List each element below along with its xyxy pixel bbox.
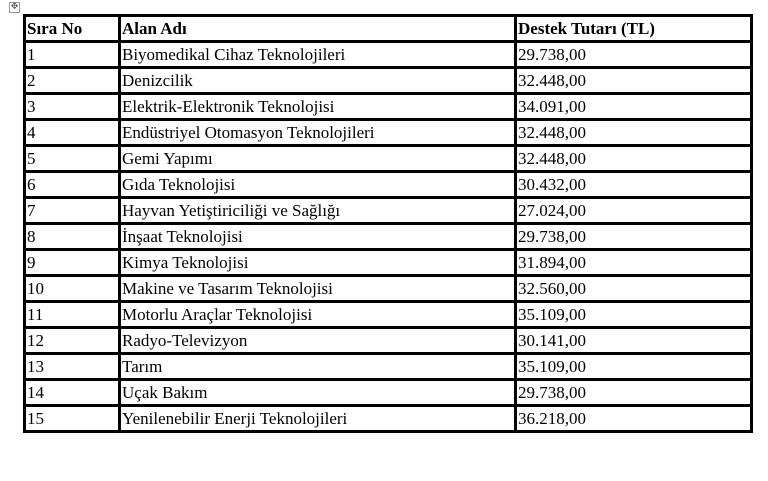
cell-destek-tutari: 31.894,00 (516, 250, 752, 276)
table-row (25, 250, 752, 276)
cell-sira-no: 3 (25, 94, 120, 120)
table-row (25, 42, 752, 68)
table-header-row (25, 16, 752, 42)
cell-destek-tutari: 29.738,00 (516, 42, 752, 68)
table-row (25, 146, 752, 172)
cell-sira-no: 15 (25, 406, 120, 432)
cell-alan-adi: Biyomedikal Cihaz Teknolojileri (120, 42, 516, 68)
table-row (25, 406, 752, 432)
cell-sira-no: 8 (25, 224, 120, 250)
cell-sira-no: 6 (25, 172, 120, 198)
cell-destek-tutari: 35.109,00 (516, 302, 752, 328)
cell-alan-adi: Denizcilik (120, 68, 516, 94)
cell-sira-no: 1 (25, 42, 120, 68)
cell-destek-tutari: 29.738,00 (516, 380, 752, 406)
table-body (25, 42, 752, 432)
cell-alan-adi: Endüstriyel Otomasyon Teknolojileri (120, 120, 516, 146)
cell-alan-adi: Gemi Yapımı (120, 146, 516, 172)
cell-sira-no: 9 (25, 250, 120, 276)
cell-sira-no: 7 (25, 198, 120, 224)
cell-alan-adi: Motorlu Araçlar Teknolojisi (120, 302, 516, 328)
table-row (25, 172, 752, 198)
table-move-handle-icon[interactable]: ✥ (10, 2, 19, 12)
table-row (25, 120, 752, 146)
cell-destek-tutari: 32.448,00 (516, 146, 752, 172)
table-row (25, 276, 752, 302)
cell-destek-tutari: 32.448,00 (516, 120, 752, 146)
cell-destek-tutari: 29.738,00 (516, 224, 752, 250)
cell-alan-adi: Gıda Teknolojisi (120, 172, 516, 198)
header-sira-no: Sıra No (25, 16, 120, 42)
cell-alan-adi: Makine ve Tasarım Teknolojisi (120, 276, 516, 302)
cell-alan-adi: İnşaat Teknolojisi (120, 224, 516, 250)
cell-destek-tutari: 32.448,00 (516, 68, 752, 94)
cell-sira-no: 10 (25, 276, 120, 302)
table-row (25, 354, 752, 380)
table-row (25, 328, 752, 354)
cell-alan-adi: Yenilenebilir Enerji Teknolojileri (120, 406, 516, 432)
cell-destek-tutari: 36.218,00 (516, 406, 752, 432)
table-row (25, 302, 752, 328)
cell-alan-adi: Radyo-Televizyon (120, 328, 516, 354)
cell-sira-no: 14 (25, 380, 120, 406)
cell-sira-no: 4 (25, 120, 120, 146)
cell-sira-no: 2 (25, 68, 120, 94)
cell-destek-tutari: 27.024,00 (516, 198, 752, 224)
cell-alan-adi: Elektrik-Elektronik Teknolojisi (120, 94, 516, 120)
cell-alan-adi: Hayvan Yetiştiriciliği ve Sağlığı (120, 198, 516, 224)
cell-sira-no: 13 (25, 354, 120, 380)
table-row (25, 94, 752, 120)
header-destek-tutari: Destek Tutarı (TL) (516, 16, 752, 42)
support-table (23, 14, 753, 433)
cell-destek-tutari: 32.560,00 (516, 276, 752, 302)
header-alan-adi: Alan Adı (120, 16, 516, 42)
cell-sira-no: 11 (25, 302, 120, 328)
cell-destek-tutari: 30.432,00 (516, 172, 752, 198)
cell-destek-tutari: 30.141,00 (516, 328, 752, 354)
cell-alan-adi: Tarım (120, 354, 516, 380)
table-row (25, 380, 752, 406)
cell-sira-no: 5 (25, 146, 120, 172)
cell-alan-adi: Uçak Bakım (120, 380, 516, 406)
table-row (25, 68, 752, 94)
table-row (25, 198, 752, 224)
cell-sira-no: 12 (25, 328, 120, 354)
table-row (25, 224, 752, 250)
cell-alan-adi: Kimya Teknolojisi (120, 250, 516, 276)
cell-destek-tutari: 35.109,00 (516, 354, 752, 380)
cell-destek-tutari: 34.091,00 (516, 94, 752, 120)
